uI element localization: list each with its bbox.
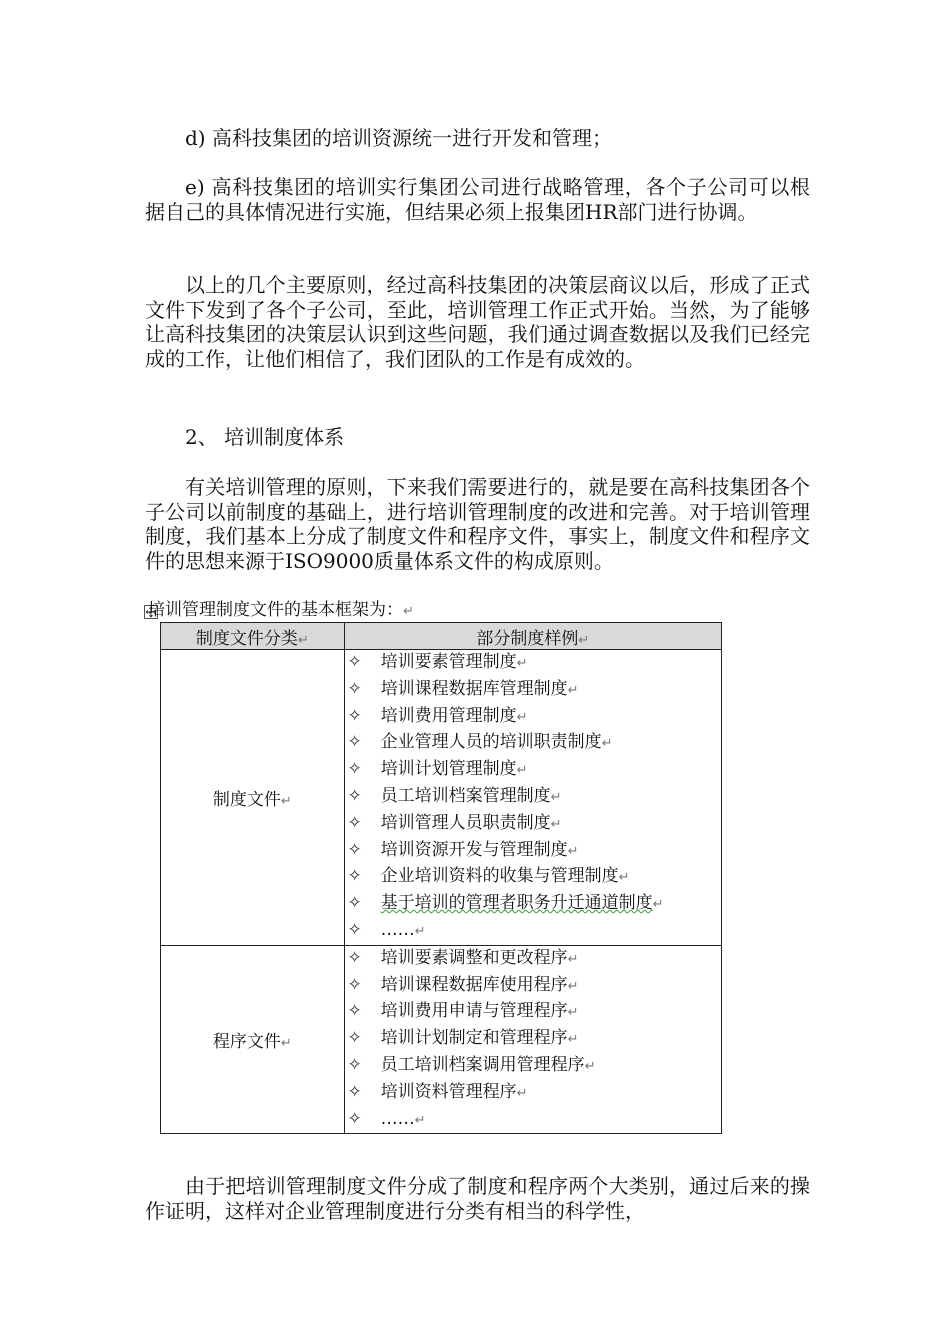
diamond-bullet-icon: ✧ xyxy=(347,759,362,780)
paragraph-classification: 由于把培训管理制度文件分成了制度和程序两个大类别，通过后来的操作证明，这样对企业管理制度进行分类有相当的科学性， xyxy=(145,1174,810,1223)
diamond-bullet-icon: ✧ xyxy=(347,652,362,672)
diamond-bullet-icon: ✧ xyxy=(347,812,362,833)
list-item: ✧ 基于培训的管理者职务升迁通道制度↵ xyxy=(345,891,721,918)
diamond-bullet-icon: ✧ xyxy=(347,839,362,860)
list-item: ✧ 员工培训档案管理制度↵ xyxy=(345,784,721,811)
header-category: 制度文件分类↵ xyxy=(161,623,345,650)
list-item: ✧ 培训资料管理程序↵ xyxy=(345,1080,721,1107)
list-item: ✧ ……↵ xyxy=(345,1107,721,1134)
diamond-bullet-icon: ✧ xyxy=(347,732,362,753)
section-heading: 2、 培训制度体系 xyxy=(185,425,345,449)
category-cell: 制度文件↵ xyxy=(161,650,345,946)
list-item: ✧ 培训要素管理制度↵ xyxy=(345,650,721,677)
list-item: ✧ 培训课程数据库管理制度↵ xyxy=(345,677,721,704)
diamond-bullet-icon: ✧ xyxy=(347,866,362,887)
list-item: ✧ 培训管理人员职责制度↵ xyxy=(345,811,721,838)
category-cell: 程序文件↵ xyxy=(161,945,345,1134)
list-item: ✧ 培训计划制定和管理程序↵ xyxy=(345,1026,721,1053)
list-item: ✧ 培训费用管理制度↵ xyxy=(345,704,721,731)
list-item: ✧ 员工培训档案调用管理程序↵ xyxy=(345,1053,721,1080)
table-row xyxy=(161,650,722,946)
table-row xyxy=(161,945,722,1134)
diamond-bullet-icon: ✧ xyxy=(347,1081,362,1102)
paragraph-system: 有关培训管理的原则，下来我们需要进行的，就是要在高科技集团各个子公司以前制度的基础上，进行培训管理制度的改进和完善。对于培训管理制度，我们基本上分成了制度文件和程序文件，事实上，制度文件和程序文件的思想来源于ISO9000质量体系文件的构成原则。 xyxy=(145,475,810,573)
diamond-bullet-icon: ✧ xyxy=(347,974,362,995)
list-item: ✧ 企业培训资料的收集与管理制度↵ xyxy=(345,864,721,891)
diamond-bullet-icon: ✧ xyxy=(347,947,362,968)
diamond-bullet-icon: ✧ xyxy=(347,1001,362,1022)
diamond-bullet-icon: ✧ xyxy=(347,705,362,726)
diamond-bullet-icon: ✧ xyxy=(347,785,362,806)
diamond-bullet-icon: ✧ xyxy=(347,1054,362,1075)
list-item: ✧ 企业管理人员的培训职责制度↵ xyxy=(345,730,721,757)
table-caption: 培训管理制度文件的基本框架为：↵ xyxy=(148,600,414,620)
list-item: ✧ 培训费用申请与管理程序↵ xyxy=(345,999,721,1026)
items-cell xyxy=(344,945,721,1134)
list-item: ✧ 培训要素调整和更改程序↵ xyxy=(345,946,721,973)
list-item: ✧ 培训资源开发与管理制度↵ xyxy=(345,838,721,865)
list-item: ✧ 培训计划管理制度↵ xyxy=(345,757,721,784)
diamond-bullet-icon: ✧ xyxy=(347,919,362,940)
diamond-bullet-icon: ✧ xyxy=(347,1028,362,1049)
diamond-bullet-icon: ✧ xyxy=(347,678,362,699)
paragraph-e: e) 高科技集团的培训实行集团公司进行战略管理，各个子公司可以根据自己的具体情况进行实施，但结果必须上报集团HR部门进行协调。 xyxy=(145,175,810,224)
paragraph-d: d) 高科技集团的培训资源统一进行开发和管理； xyxy=(185,126,612,150)
paragraph-principles: 以上的几个主要原则，经过高科技集团的决策层商议以后，形成了正式文件下发到了各个子公司，至此，培训管理工作正式开始。当然，为了能够让高科技集团的决策层认识到这些问题，我们通过调查数据以及我们已经完成的工作，让他们相信了，我们团队的工作是有成效的。 xyxy=(145,273,810,371)
header-examples: 部分制度样例↵ xyxy=(344,623,721,650)
list-item: ✧ 培训课程数据库使用程序↵ xyxy=(345,973,721,1000)
list-item: ✧ ……↵ xyxy=(345,918,721,945)
diamond-bullet-icon: ✧ xyxy=(347,1108,362,1129)
framework-table xyxy=(160,622,722,1134)
table-header-row xyxy=(161,623,722,650)
diamond-bullet-icon: ✧ xyxy=(347,893,362,914)
items-cell xyxy=(344,650,721,946)
